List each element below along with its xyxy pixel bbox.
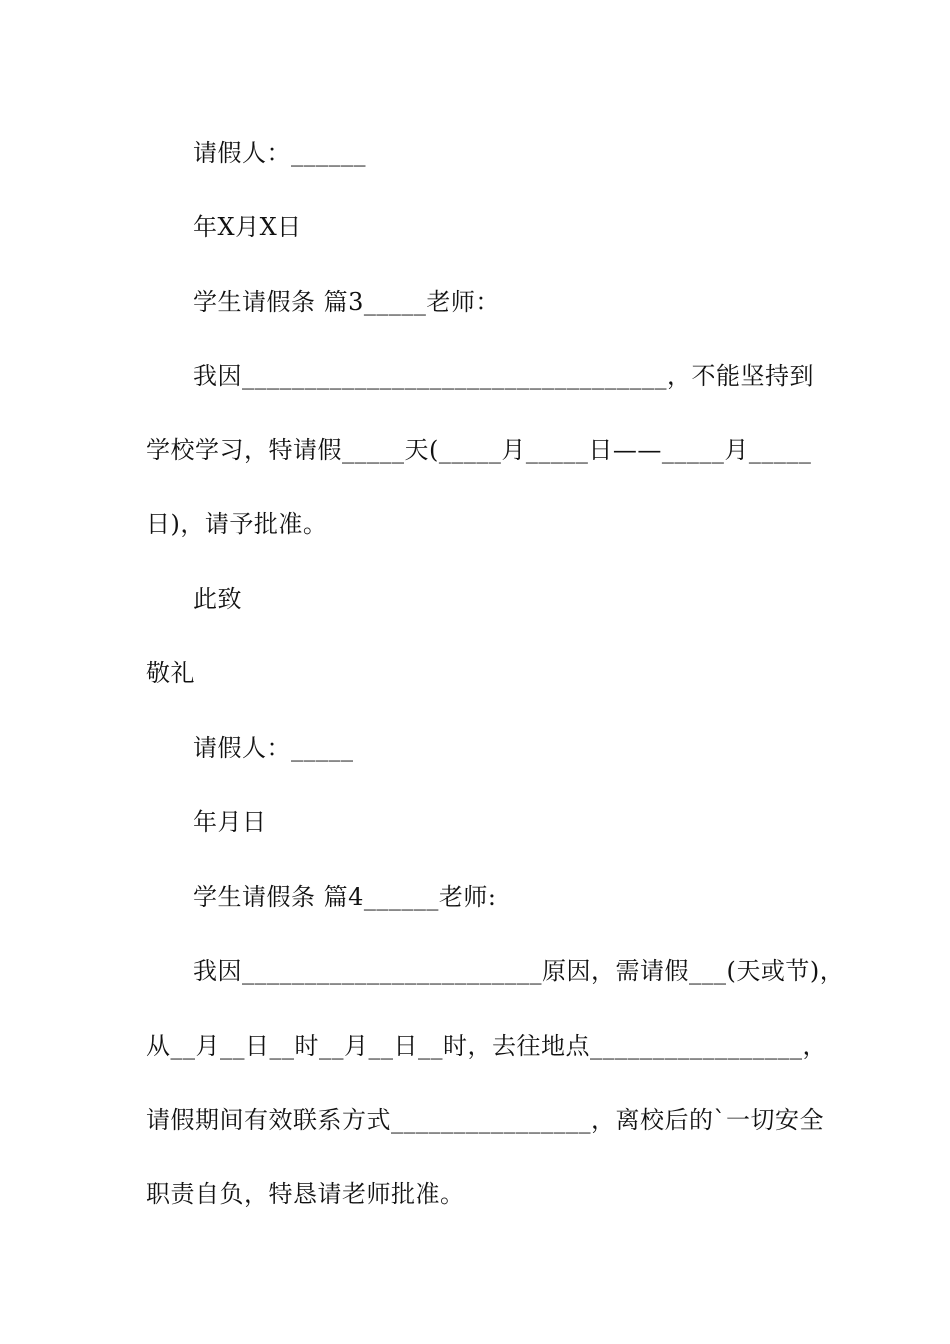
section-3-heading: 学生请假条 篇3_____老师： <box>193 288 500 316</box>
closing-line: 此致 <box>193 585 242 613</box>
body-line: 职责自负，特恳请老师批准。 <box>146 1180 465 1208</box>
body-line: 我因________________________原因，需请假___(天或节)， <box>193 957 845 985</box>
salutation-line: 敬礼 <box>146 659 195 687</box>
body-line: 请假期间有效联系方式________________，离校后的`一切安全 <box>146 1106 824 1134</box>
applicant-line: 请假人：______ <box>193 139 366 167</box>
body-line: 学校学习，特请假_____天(_____月_____日——_____月_____ <box>146 436 812 464</box>
applicant-line: 请假人：_____ <box>193 734 354 762</box>
date-line: 年月日 <box>193 808 267 836</box>
body-line: 日)，请予批准。 <box>146 510 328 538</box>
date-line: 年X月X日 <box>193 213 302 241</box>
body-line: 我因__________________________________，不能坚持到 <box>193 362 814 390</box>
section-4-heading: 学生请假条 篇4______老师: <box>193 883 497 911</box>
body-line: 从__月__日__时__月__日__时，去往地点_________________， <box>146 1032 827 1060</box>
